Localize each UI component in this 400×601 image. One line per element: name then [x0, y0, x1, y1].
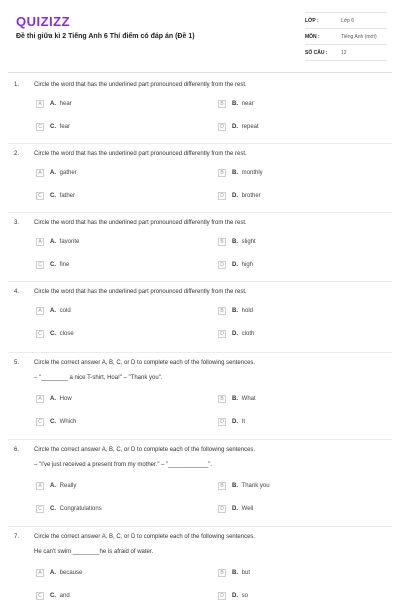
option-letter-box: C: [36, 505, 44, 513]
option-label: [232, 331, 254, 337]
answer-option[interactable]: [218, 504, 253, 514]
option-label: [50, 262, 69, 268]
option-label: [50, 570, 82, 576]
option-label: [50, 239, 79, 245]
question-separator: [8, 212, 392, 213]
question-number: 7.: [14, 534, 20, 540]
option-prefix: B.: [232, 483, 238, 489]
option-label: [232, 570, 250, 576]
option-text: monthly: [240, 170, 263, 176]
option-text: Which: [58, 419, 77, 425]
option-letter-box: A: [36, 569, 44, 577]
option-label: [50, 419, 76, 425]
option-label: [232, 170, 263, 176]
answer-option[interactable]: [36, 568, 82, 578]
option-prefix: B.: [232, 570, 238, 576]
option-letter-box: B: [218, 100, 226, 108]
question-text: Circle the word that has the underlined part pronounced differently from the rest.: [34, 220, 247, 226]
option-text: cold: [58, 308, 71, 314]
option-label: [50, 101, 72, 107]
answer-option[interactable]: [36, 394, 72, 404]
option-text: favorite: [58, 239, 80, 245]
question-text: Circle the correct answer A, B, C, or D to complete each of the following sentences.: [34, 360, 256, 366]
answer-option[interactable]: [218, 417, 245, 427]
option-text: near: [240, 101, 254, 107]
question-text: Circle the word that has the underlined part pronounced differently from the rest.: [34, 151, 247, 157]
option-prefix: C.: [50, 193, 56, 199]
option-label: [232, 483, 270, 489]
question-sentence: He can't swim ________he is afraid of water.: [34, 549, 154, 555]
answer-option[interactable]: [36, 99, 72, 109]
option-label: [232, 396, 256, 402]
option-label: [232, 308, 253, 314]
question-separator: [8, 526, 392, 527]
option-prefix: B.: [232, 170, 238, 176]
option-prefix: D.: [232, 593, 238, 599]
option-label: [50, 124, 70, 130]
option-letter-box: B: [218, 482, 226, 490]
option-letter-box: C: [36, 261, 44, 269]
option-text: cloth: [240, 331, 255, 337]
option-label: [50, 170, 77, 176]
option-text: slight: [240, 239, 256, 245]
option-text: and: [58, 593, 70, 599]
meta-value: Tiếng Anh (mới): [341, 33, 377, 40]
question-separator: [8, 281, 392, 282]
option-prefix: A.: [50, 570, 56, 576]
option-label: [232, 101, 254, 107]
answer-option[interactable]: [218, 568, 250, 578]
question-number: 2.: [14, 151, 20, 157]
option-letter-box: D: [218, 192, 226, 200]
answer-option[interactable]: [36, 237, 79, 247]
question-sentence: – "________ a nice T-shirt, Hoa!" – "Thank you".: [34, 375, 163, 381]
option-letter-box: D: [218, 418, 226, 426]
question-sentence: – "I've just received a present from my mother." – "____________".: [34, 462, 213, 468]
option-label: [232, 262, 253, 268]
option-letter-box: C: [36, 330, 44, 338]
question-separator: [8, 352, 392, 353]
answer-option[interactable]: [36, 168, 77, 178]
question-separator: [8, 439, 392, 440]
option-text: brother: [240, 193, 261, 199]
option-prefix: A.: [50, 483, 56, 489]
option-letter-box: D: [218, 261, 226, 269]
option-label: [232, 193, 261, 199]
option-prefix: C.: [50, 506, 56, 512]
option-letter-box: A: [36, 482, 44, 490]
option-text: It: [240, 419, 246, 425]
option-letter-box: B: [218, 307, 226, 315]
answer-option[interactable]: [218, 168, 263, 178]
question-text: Circle the correct answer A, B, C, or D to complete each of the following sentences.: [34, 447, 256, 453]
option-prefix: A.: [50, 308, 56, 314]
option-prefix: C.: [50, 593, 56, 599]
answer-option[interactable]: [218, 481, 270, 491]
option-prefix: D.: [232, 262, 238, 268]
question-number: 3.: [14, 220, 20, 226]
option-letter-box: D: [218, 330, 226, 338]
option-prefix: B.: [232, 308, 238, 314]
option-text: high: [240, 262, 254, 268]
meta-key: LỚP :: [305, 17, 319, 24]
meta-value: 12: [341, 49, 347, 56]
option-prefix: C.: [50, 124, 56, 130]
option-text: What: [240, 396, 256, 402]
option-label: [50, 506, 102, 512]
question-text: Circle the word that has the underlined part pronounced differently from the rest.: [34, 289, 247, 295]
answer-option[interactable]: [218, 306, 253, 316]
answer-option[interactable]: [36, 260, 69, 270]
option-text: close: [58, 331, 74, 337]
worksheet-title: Đề thi giữa kì 2 Tiếng Anh 6 Thí điểm có đáp án (Đề 1): [16, 33, 195, 40]
option-label: [50, 593, 70, 599]
option-letter-box: C: [36, 418, 44, 426]
answer-option[interactable]: [218, 191, 261, 201]
answer-option[interactable]: [36, 481, 76, 491]
option-text: hear: [58, 101, 72, 107]
meta-key: MÔN :: [305, 33, 320, 40]
answer-option[interactable]: [36, 122, 70, 132]
answer-option[interactable]: [36, 329, 74, 339]
option-label: [50, 396, 72, 402]
option-prefix: D.: [232, 331, 238, 337]
option-letter-box: B: [218, 169, 226, 177]
question-separator: [8, 143, 392, 144]
question-number: 1.: [14, 82, 20, 88]
question-number: 5.: [14, 360, 20, 366]
option-prefix: A.: [50, 396, 56, 402]
option-label: [50, 483, 76, 489]
option-prefix: D.: [232, 124, 238, 130]
option-prefix: A.: [50, 101, 56, 107]
option-text: fear: [58, 124, 71, 130]
option-text: so: [240, 593, 249, 599]
option-letter-box: A: [36, 307, 44, 315]
option-prefix: B.: [232, 239, 238, 245]
meta-value: Lớp 6: [341, 17, 355, 24]
option-text: fine: [58, 262, 70, 268]
option-letter-box: A: [36, 395, 44, 403]
option-label: [50, 193, 75, 199]
option-label: [50, 308, 71, 314]
option-letter-box: B: [218, 238, 226, 246]
option-label: [232, 239, 256, 245]
option-prefix: A.: [50, 170, 56, 176]
option-label: [50, 331, 74, 337]
question-text: Circle the correct answer A, B, C, or D to complete each of the following sentences.: [34, 534, 256, 540]
option-text: Thank you: [240, 483, 270, 489]
answer-option[interactable]: [218, 99, 254, 109]
option-letter-box: A: [36, 238, 44, 246]
meta-key: SỐ CÂU :: [305, 49, 328, 56]
option-letter-box: B: [218, 395, 226, 403]
answer-option[interactable]: [36, 504, 102, 514]
option-prefix: B.: [232, 101, 238, 107]
option-prefix: D.: [232, 419, 238, 425]
option-text: hold: [240, 308, 254, 314]
option-letter-box: D: [218, 123, 226, 131]
option-text: father: [58, 193, 76, 199]
answer-option[interactable]: [218, 260, 253, 270]
answer-option[interactable]: [218, 122, 259, 132]
option-letter-box: B: [218, 569, 226, 577]
option-letter-box: A: [36, 169, 44, 177]
option-prefix: C.: [50, 331, 56, 337]
option-text: Congratulations: [58, 506, 102, 512]
option-text: gather: [58, 170, 77, 176]
option-text: but: [240, 570, 251, 576]
option-prefix: C.: [50, 419, 56, 425]
option-text: repeat: [240, 124, 259, 130]
option-label: [232, 124, 259, 130]
answer-option[interactable]: [218, 237, 256, 247]
option-letter-box: C: [36, 123, 44, 131]
option-label: [232, 593, 248, 599]
question-text: Circle the word that has the underlined part pronounced differently from the rest.: [34, 82, 247, 88]
answer-option[interactable]: [36, 417, 76, 427]
answer-option[interactable]: [36, 306, 71, 316]
option-letter-box: D: [218, 505, 226, 513]
option-letter-box: C: [36, 592, 44, 600]
option-label: [232, 419, 245, 425]
option-label: [232, 506, 253, 512]
option-text: Really: [58, 483, 77, 489]
option-prefix: A.: [50, 239, 56, 245]
option-prefix: D.: [232, 506, 238, 512]
option-prefix: B.: [232, 396, 238, 402]
option-text: Well: [240, 506, 254, 512]
option-letter-box: D: [218, 592, 226, 600]
quizizz-logo: QUIZIZZ: [16, 14, 71, 29]
option-prefix: C.: [50, 262, 56, 268]
question-number: 6.: [14, 447, 20, 453]
answer-option[interactable]: [36, 191, 75, 201]
option-text: because: [58, 570, 83, 576]
option-prefix: D.: [232, 193, 238, 199]
answer-option[interactable]: [218, 329, 254, 339]
question-number: 4.: [14, 289, 20, 295]
option-text: How: [58, 396, 72, 402]
answer-option[interactable]: [218, 394, 256, 404]
option-letter-box: C: [36, 192, 44, 200]
option-letter-box: A: [36, 100, 44, 108]
